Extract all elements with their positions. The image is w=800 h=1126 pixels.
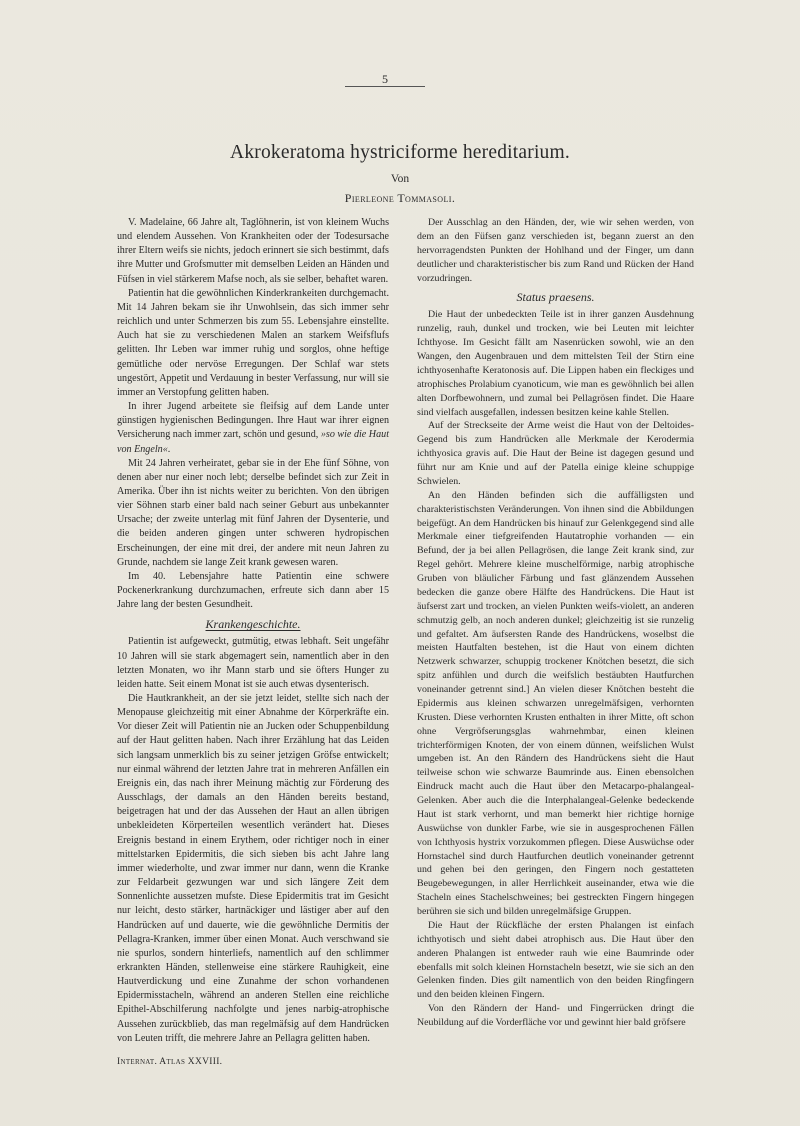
paragraph xyxy=(117,400,389,457)
section-heading-text: Krankengeschichte. xyxy=(205,617,301,632)
paragraph: Patientin hat die gewöhnlichen Kinderkrankeiten durchgemacht. Mit 14 Jahren bekam sie ihr Unwohlsein, das sich immer sehr reichlich und unter Schmerzen bis zum 55. Lebensjahre einstellte. Auch hat sie zu verschiedenen Malen an starkem Weifsflufs gelitten. Ihr Leben war immer ruhig und sorglos, ohne heftige gemütliche oder nervöse Erregungen. Der Schlaf war stets ungestört, Appetit und Verdauung in bester Verfassung, nur will sie immer an Verstopfung gelitten haben. xyxy=(117,287,389,398)
section-heading xyxy=(117,616,389,632)
paragraph-text: In ihrer Jugend arbeitete sie fleifsig auf dem Lande unter günstigen hygienischen Bedingungen. Ihre Haut war ihrer eignen Versicherung nach immer zart, schön und gesund, xyxy=(117,401,389,441)
paragraph: Auf der Streckseite der Arme weist die Haut von der Deltoides-Gegend bis zum Handrücken alle Merkmale der Kerodermia ichthyosica gravis auf. Die Haut der Beine ist dagegen gesund und führt nur am Knie und auf der Patella einige kleine schuppige Schwielen. xyxy=(417,420,694,487)
right-column xyxy=(417,216,694,1030)
footer-signature: Internat. Atlas XXVIII. xyxy=(117,1057,223,1067)
paragraph: Im 40. Lebensjahre hatte Patientin eine schwere Pockenerkrankung durchzumachen, erfreute sich dann aber 15 Jahre lang der besten Gesundheit. xyxy=(117,570,389,611)
paragraph: V. Madelaine, 66 Jahre alt, Taglöhnerin, ist von kleinem Wuchs und elendem Aussehen. Von Krankheiten oder der Todesursache ihrer Eltern weifs sie nichts, jedoch erinnert sie sich bestimmt, dafs ihre Mutter und Grofsmutter mit demselben Leiden an Händen und Füfsen in viel stärkerem Mafse noch, als sie selber, behaftet waren. xyxy=(117,217,389,285)
left-column xyxy=(117,216,389,1046)
article-author: Pierleone Tommasoli. xyxy=(344,191,456,205)
paragraph: An den Händen befinden sich die auffälligsten und charakteristischsten Veränderungen. Von ihnen sind die Abbildungen beigefügt. An dem Handrücken bis hinauf zur Gelenkgegend sind alle Merkmale einer tiefgreifenden Hautatrophie vorhanden — ein Befund, der ja bei allen Pellagrösen, die lange Zeit krank sind, zur Regel gehört. Mehrere kleine muschelförmige, narbig atrophische Gruben von bläulicher Färbung und fast glänzendem Aussehen bedecken die ganze obere Hälfte des Handrückens. Die Haut ist äufserst zart und trocken, an vielen Punkten weifs-violett, an anderen schmutzig gelb, an noch anderen dunkel; gleichzeitig ist sie runzelig und gefaltet. Am äufsersten Rande des Handrückens, woselbst die meisten Hautfalten bestehen, ist die Haut von einem dichten Netzwerk schwarzer, schuppig trockener Knötchen besetzt, die sich spitz anfühlen und durch die weifslich bestäubten Hautfurchen voneinander getrennt sind.] An vielen dieser Knötchen besteht die Epidermis aus kleinen schwarzen unregelmäfsigen, verhornten Krusten. Diese verhornten Krusten enthalten in ihrer Mitte, oft schon ohne Vergröfserungsglas wahrnehmbar, einen kleinen trichterförmigen Knoten, der von einem dünnen, weifslichen Wulst umgeben ist. An den Rändern des Handrückens sieht die Haut teilweise schon wie schwarze Baumrinde aus. Einen ebensolchen Eindruck macht auch die Haut über den Metacarpo-phalangeal-Gelenken. Aber auch die die Interphalangeal-Gelenke bedeckende Haut ist stark verhornt, und man bemerkt hier richtige hornige Auswüchse von dunkler Farbe, wie sie in ausgesprochenen Fällen von Ichthyosis hystrix vorzukommen pflegen. Diese Auswüchse oder Hornstachel sind durch Hautfurchen deutlich voneinander getrennt und gehen bei den geringen, den Fingern noch gestatteten Beugebewegungen, in aller Herrlichkeit auseinander, etwa wie die Stacheln eines Stachelschweines; bei gestreckten Fingern hingegen berühren sie sich und bilden unregelmäfsige Gruppen. xyxy=(417,489,694,917)
paragraph: Der Ausschlag an den Händen, der, wie wir sehen werden, von dem an den Füfsen ganz verschieden ist, begann zuerst an den hervorragendsten Punkten der Hohlhand und der Finger, um dann deutlicher und charakteristischer bis zum Rand und Rücken der Hand vorzudringen. xyxy=(417,217,694,284)
quoted-phrase: »so wie die Haut von Engeln« xyxy=(117,429,389,455)
paragraph-text: . xyxy=(167,443,171,455)
section-heading: Status praesens. xyxy=(516,290,595,305)
paragraph: Die Hautkrankheit, an der sie jetzt leidet, stellte sich nach der Menopause gleichzeitig mit einer Abnahme der Körperkräfte ein. Vor dieser Zeit will Patientin nie an Jucken oder Schuppenbildung auf der Haut gelitten haben. Nach ihrer Erzählung hat das Leiden sich langsam unmerklich bis zu seiner jetzigen Gröfse entwickelt; nur einmal während der letzten Jahre trat in mehreren Anfällen ein Ereignis ein, das nach ihrer Meinung mächtig zur Förderung des Ausschlags, der damals an den Händen bereits bestand, beigetragen hat und der das Aussehen der Haut an allen übrigen unbekleideten Körperteilen wesentlich verändert hat. Dieses Ereignis bestand in einem Erythem, oder richtiger noch in einer mittelstarken Epidermitis, die sich sieben bis acht Jahre lang immer wiederholte, und zwar immer nur dann, wenn die Kranke zur Feldarbeit gezwungen war und sich längere Zeit dem Sonnenlichte aussetzen mufste. Diese Epidermitis trat im Gesicht nur leicht, desto stärker, hartnäckiger und lästiger aber auf den Handrücken auf und dauerte, wie die gewöhnliche Dermitis der Pellagra-Kranken, immer über einen Monat. Auch verschwand sie nie spurlos, sondern hinterliefs, namentlich auf den schlimmer erkrankten Händen, stellenweise eine stärkere Rauhigkeit, eine Hautverdickung und eine Zunahme der schon vorhandenen Epidermisstacheln, während an anderen Stellen eine reichliche Epithel-Abschilferung nachfolgte und jenes narbig-atrophische Aussehen zurückblieb, das man regelmäfsig auf dem Handrücken von Leuten trifft, die mehrere Jahre an Pellagra gelitten haben. xyxy=(117,693,389,1044)
byline-von: Von xyxy=(390,173,410,185)
paragraph: Von den Rändern der Hand- und Fingerrücken dringt die Neubildung auf die Vorderfläche vor und gewinnt hier bald gröfsere xyxy=(417,1003,694,1028)
page-number: 5 xyxy=(382,72,388,86)
article-title: Akrokeratoma hystriciforme hereditarium. xyxy=(230,142,570,163)
paragraph: Die Haut der Rückfläche der ersten Phalangen ist einfach ichthyotisch und sieht dabei atrophisch aus. Die Haut über den anderen Phalangen ist entweder rauh wie eine Baumrinde oder ebenfalls mit solch kleinen Hornstacheln besetzt, wie sie sich an den Gelenken finden. Dies gilt namentlich von den beiden Ringfingern und den beiden kleinen Fingern. xyxy=(417,919,694,1001)
paragraph: Patientin ist aufgeweckt, gutmütig, etwas lebhaft. Seit ungefähr 10 Jahren will sie stark abgemagert sein, namentlich aber in den letzten Monaten, wo ihr Mann starb und sie öfters Hunger zu leiden hatte. Seit einem Monat ist sie auch etwas dysenterisch. xyxy=(117,636,389,690)
page-number-rule xyxy=(345,86,425,87)
paragraph: Mit 24 Jahren verheiratet, gebar sie in der Ehe fünf Söhne, von denen aber nur einer noch lebt; derselbe befindet sich zur Zeit in Amerika. Über ihn ist nichts weiter zu berichten. Von den übrigen vier Söhnen starb einer bald nach seiner Geburt aus unbekannter Ursache; der zweite unterlag mit fünf Jahren der Dysenterie, und die beiden anderen gingen unter schweren hydropischen Erscheinungen, der eine mit drei, der andere mit neun Jahren zu Grunde, nachdem sie lange Zeit krank gewesen waren. xyxy=(117,457,389,568)
paragraph: Die Haut der unbedeckten Teile ist in ihrer ganzen Ausdehnung runzelig, rauh, dunkel und trocken, wie bei Leuten mit leichter Ichthyose. Im Gesicht fällt am Nasenrücken sowohl, wie an den Wangen, den Augenbrauen und dem mittelsten Teil der Stirn eine ichthyosenhafte Keratonosis auf. Die Lippen haben ein fleckiges und atrophisches Prolabium cyanoticum, wie man es gewöhnlich bei allen alten Dorfbewohnern, und zumal bei Pellagrösen findet. Die Haare sind vielfach ausgefallen, indessen besitzen keine kahle Stellen. xyxy=(417,309,694,418)
